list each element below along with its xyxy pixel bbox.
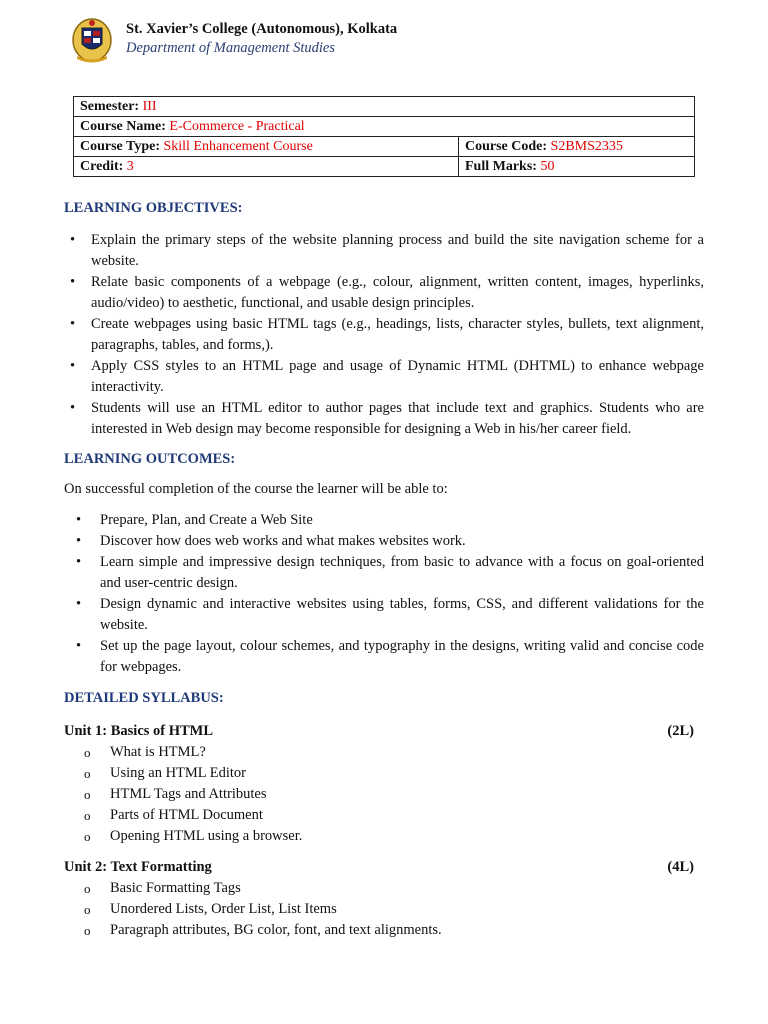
outcome-text: Set up the page layout, colour schemes, and typography in the designs, writing valid and concise code for webpages. (100, 638, 704, 675)
outcome-text: Discover how does web works and what makes websites work. (100, 533, 466, 549)
unit-hours: (4L) (667, 859, 694, 875)
list-item (64, 356, 704, 398)
course-code-cell (459, 137, 695, 157)
list-item (64, 272, 704, 314)
objective-text: Apply CSS styles to an HTML page and usage of Dynamic HTML (DHTML) to enhance webpage interactivity. (91, 358, 704, 395)
topic-text: Using an HTML Editor (110, 765, 246, 781)
course-code-value: S2BMS2335 (550, 138, 623, 154)
full-marks-label: Full Marks: (465, 158, 537, 174)
topic-text: Parts of HTML Document (110, 807, 263, 823)
unit-2-heading (64, 857, 704, 878)
bullet-icon: • (70, 400, 76, 416)
outcomes-list (64, 510, 704, 678)
list-item (64, 742, 704, 763)
credit-label: Credit: (80, 158, 124, 174)
bullet-icon: • (70, 358, 76, 374)
list-item (64, 398, 704, 440)
course-info-table (73, 96, 695, 177)
college-crest-icon (68, 16, 116, 64)
learning-objectives-heading: LEARNING OBJECTIVES: (64, 200, 243, 216)
topic-text: HTML Tags and Attributes (110, 786, 267, 802)
circle-bullet-icon: o (84, 766, 91, 781)
topic-text: Unordered Lists, Order List, List Items (110, 901, 337, 917)
circle-bullet-icon: o (84, 745, 91, 760)
list-item (64, 531, 704, 552)
topic-text: Paragraph attributes, BG color, font, and text alignments. (110, 922, 442, 938)
learning-outcomes-heading: LEARNING OUTCOMES: (64, 451, 236, 467)
circle-bullet-icon: o (84, 923, 91, 938)
objective-text: Create webpages using basic HTML tags (e.g., headings, lists, character styles, bullets, text alignment, paragraphs, tables, and forms,). (91, 316, 704, 353)
circle-bullet-icon: o (84, 829, 91, 844)
unit-hours: (2L) (667, 723, 694, 739)
list-item (64, 636, 704, 678)
list-item (64, 805, 704, 826)
bullet-icon: • (70, 232, 76, 248)
bullet-icon: • (70, 316, 76, 332)
list-item (64, 510, 704, 531)
table-row (74, 97, 695, 117)
bullet-icon: • (76, 533, 82, 549)
topic-text: Opening HTML using a browser. (110, 828, 303, 844)
list-item (64, 594, 704, 636)
objective-text: Students will use an HTML editor to author pages that include text and graphics. Students who are interested in Web design may become responsible for designing a Web in his/her career field. (91, 400, 704, 437)
unit-1-topics (64, 742, 704, 847)
objective-text: Relate basic components of a webpage (e.g., colour, alignment, written content, images, hyperlinks, audio/video) to aesthetic, functional, and usable design principles. (91, 274, 704, 311)
list-item (64, 230, 704, 272)
list-item (64, 763, 704, 784)
bullet-icon: • (76, 638, 82, 654)
page-header (68, 16, 708, 66)
credit-value: 3 (126, 158, 134, 174)
circle-bullet-icon: o (84, 881, 91, 896)
unit-title: Unit 1: Basics of HTML (64, 723, 214, 739)
bullet-icon: • (70, 274, 76, 290)
list-item (64, 314, 704, 356)
table-row (74, 157, 695, 177)
list-item (64, 826, 704, 847)
unit-title: Unit 2: Text Formatting (64, 859, 212, 875)
objectives-list (64, 230, 704, 440)
unit-2-topics (64, 878, 704, 941)
outcome-text: Prepare, Plan, and Create a Web Site (100, 512, 313, 528)
course-type-cell (74, 137, 459, 157)
detailed-syllabus-heading: DETAILED SYLLABUS: (64, 690, 224, 706)
course-code-label: Course Code: (465, 138, 548, 154)
semester-label: Semester: (80, 98, 140, 114)
list-item (64, 878, 704, 899)
college-name: St. Xavier’s College (Autonomous), Kolkata (126, 21, 398, 37)
topic-text: What is HTML? (110, 744, 206, 760)
course-type-label: Course Type: (80, 138, 160, 154)
objective-text: Explain the primary steps of the website planning process and build the site navigation scheme for a website. (91, 232, 704, 269)
list-item (64, 552, 704, 594)
list-item (64, 920, 704, 941)
table-row (74, 137, 695, 157)
page-content (64, 198, 704, 941)
circle-bullet-icon: o (84, 787, 91, 802)
course-name-label: Course Name: (80, 118, 166, 134)
circle-bullet-icon: o (84, 808, 91, 823)
list-item (64, 784, 704, 805)
course-name-cell (74, 117, 695, 137)
full-marks-value: 50 (540, 158, 555, 174)
semester-value: III (142, 98, 157, 114)
list-item (64, 899, 704, 920)
bullet-icon: • (76, 596, 82, 612)
table-row (74, 117, 695, 137)
course-type-value: Skill Enhancement Course (163, 138, 313, 154)
course-name-value: E-Commerce - Practical (169, 118, 305, 134)
bullet-icon: • (76, 554, 82, 570)
department-name: Department of Management Studies (126, 40, 336, 56)
semester-cell (74, 97, 695, 117)
circle-bullet-icon: o (84, 902, 91, 917)
full-marks-cell (459, 157, 695, 177)
outcome-text: Learn simple and impressive design techniques, from basic to advance with a focus on goal-oriented and user-centric design. (100, 554, 704, 591)
credit-cell (74, 157, 459, 177)
bullet-icon: • (76, 512, 82, 528)
unit-1-heading (64, 721, 704, 742)
outcome-text: Design dynamic and interactive websites using tables, forms, CSS, and different validations for the website. (100, 596, 704, 633)
topic-text: Basic Formatting Tags (110, 880, 241, 896)
outcomes-intro: On successful completion of the course the learner will be able to: (64, 481, 448, 497)
